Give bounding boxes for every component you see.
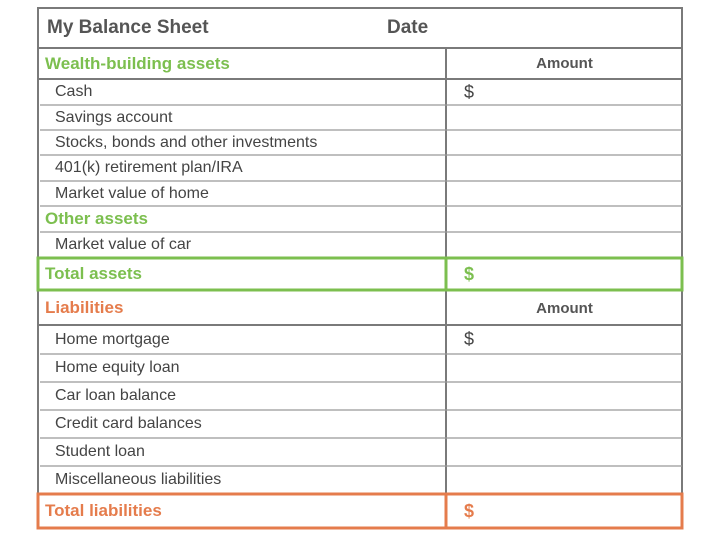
liability-row [37, 466, 683, 494]
header-row [37, 8, 683, 48]
asset-row [37, 232, 683, 258]
asset-label: Stocks, bonds and other investments [55, 133, 318, 151]
asset-label: 401(k) retirement plan/IRA [55, 159, 243, 176]
asset-amount-field[interactable]: $ [464, 81, 475, 102]
asset-amount-field[interactable] [446, 155, 683, 181]
liability-label: Student loan [55, 443, 145, 460]
liability-row [37, 354, 683, 382]
liability-amount-field[interactable]: $ [464, 329, 475, 349]
total-liabilities-row [37, 494, 683, 528]
liability-row [37, 410, 683, 438]
assets-heading: Wealth-building assets [45, 53, 230, 73]
balance-sheet [37, 8, 683, 530]
liability-row [37, 382, 683, 410]
asset-row [37, 181, 683, 206]
total-assets-amount-field[interactable]: $ [464, 263, 475, 284]
asset-label: Savings account [55, 108, 173, 126]
other-assets-heading: Other assets [45, 209, 148, 228]
other-assets-heading-row [37, 206, 683, 232]
asset-row [37, 155, 683, 181]
liability-label: Car loan balance [55, 387, 176, 404]
liability-amount-field[interactable] [446, 410, 683, 438]
liability-row [37, 438, 683, 466]
liability-row [37, 325, 683, 354]
asset-row [37, 130, 683, 155]
total-assets-label: Total assets [45, 264, 143, 283]
asset-row [37, 105, 683, 130]
sheet-title: My Balance Sheet [47, 17, 209, 38]
liability-label: Home mortgage [55, 330, 170, 348]
liability-label: Miscellaneous liabilities [55, 471, 222, 488]
total-liabilities-label: Total liabilities [45, 501, 162, 520]
asset-label: Cash [55, 83, 93, 100]
assets-amount-header: Amount [536, 55, 593, 72]
liabilities-heading-row [37, 291, 683, 325]
liability-amount-field[interactable] [446, 438, 683, 466]
liability-amount-field[interactable] [446, 354, 683, 382]
assets-heading-row [37, 48, 683, 79]
asset-label: Market value of home [55, 184, 209, 202]
total-assets-row [37, 258, 683, 290]
liability-amount-field[interactable] [446, 382, 683, 410]
asset-amount-field[interactable] [446, 105, 683, 130]
liabilities-heading: Liabilities [45, 298, 124, 317]
asset-row [37, 79, 683, 105]
liabilities-amount-header: Amount [536, 299, 593, 317]
liability-amount-field[interactable] [446, 466, 683, 494]
asset-amount-field[interactable] [446, 130, 683, 155]
date-label: Date [387, 17, 429, 38]
asset-amount-field[interactable] [446, 232, 683, 258]
liability-label: Credit card balances [55, 415, 202, 432]
liability-label: Home equity loan [55, 359, 180, 376]
total-liabilities-amount-field[interactable]: $ [464, 500, 475, 521]
asset-label: Market value of car [55, 236, 192, 253]
asset-amount-field[interactable] [446, 181, 683, 206]
